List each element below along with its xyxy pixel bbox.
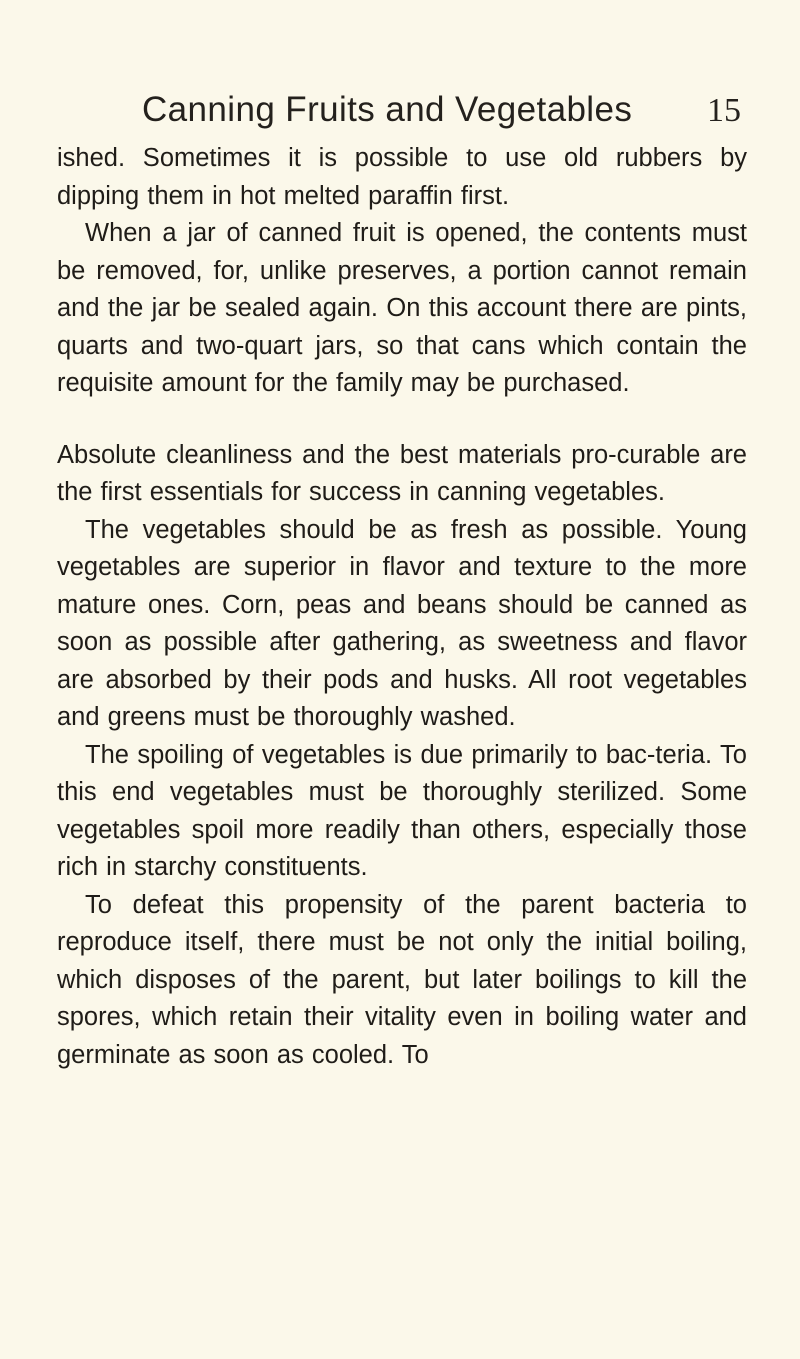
paragraph-bacteria: To defeat this propensity of the parent bacteria to reproduce itself, there must be not only the initial boiling, which disposes of the parent, but later boilings to kill the spores, which retain their vitality even in boiling water and germinate as soon as cooled. To [57, 890, 747, 1069]
paragraph-jar-opened: When a jar of canned fruit is opened, the contents must be removed, for, unlike preserves, a portion cannot remain and the jar be sealed again. On this account there are pints, quarts and two-quart jars, so that cans which contain the requisite amount for the family may be purchased. [57, 219, 747, 397]
paragraph-cleanliness: Absolute cleanliness and the best materials pro-curable are the first essentials for success in canning vegetables. [57, 440, 747, 506]
paragraph-continuation: ished. Sometimes it is possible to use old rubbers by dipping them in hot melted paraffin first. [57, 144, 747, 210]
page-number: 15 [707, 92, 741, 129]
body-text [57, 140, 747, 1074]
paragraph-fresh-vegetables: The vegetables should be as fresh as possible. Young vegetables are superior in flavor and texture to the more mature ones. Corn, peas and beans should be canned as soon as possible after gathering, as sweetness and flavor are absorbed by their pods and husks. All root vegetables and greens must be thoroughly washed. [57, 515, 747, 731]
running-title: Canning Fruits and Vegetables [142, 90, 633, 129]
running-header [57, 90, 747, 140]
paragraph-spoiling: The spoiling of vegetables is due primarily to bac-teria. To this end vegetables must be thoroughly sterilized. Some vegetables spoil more readily than others, especially those rich in starchy constituents. [57, 740, 747, 881]
